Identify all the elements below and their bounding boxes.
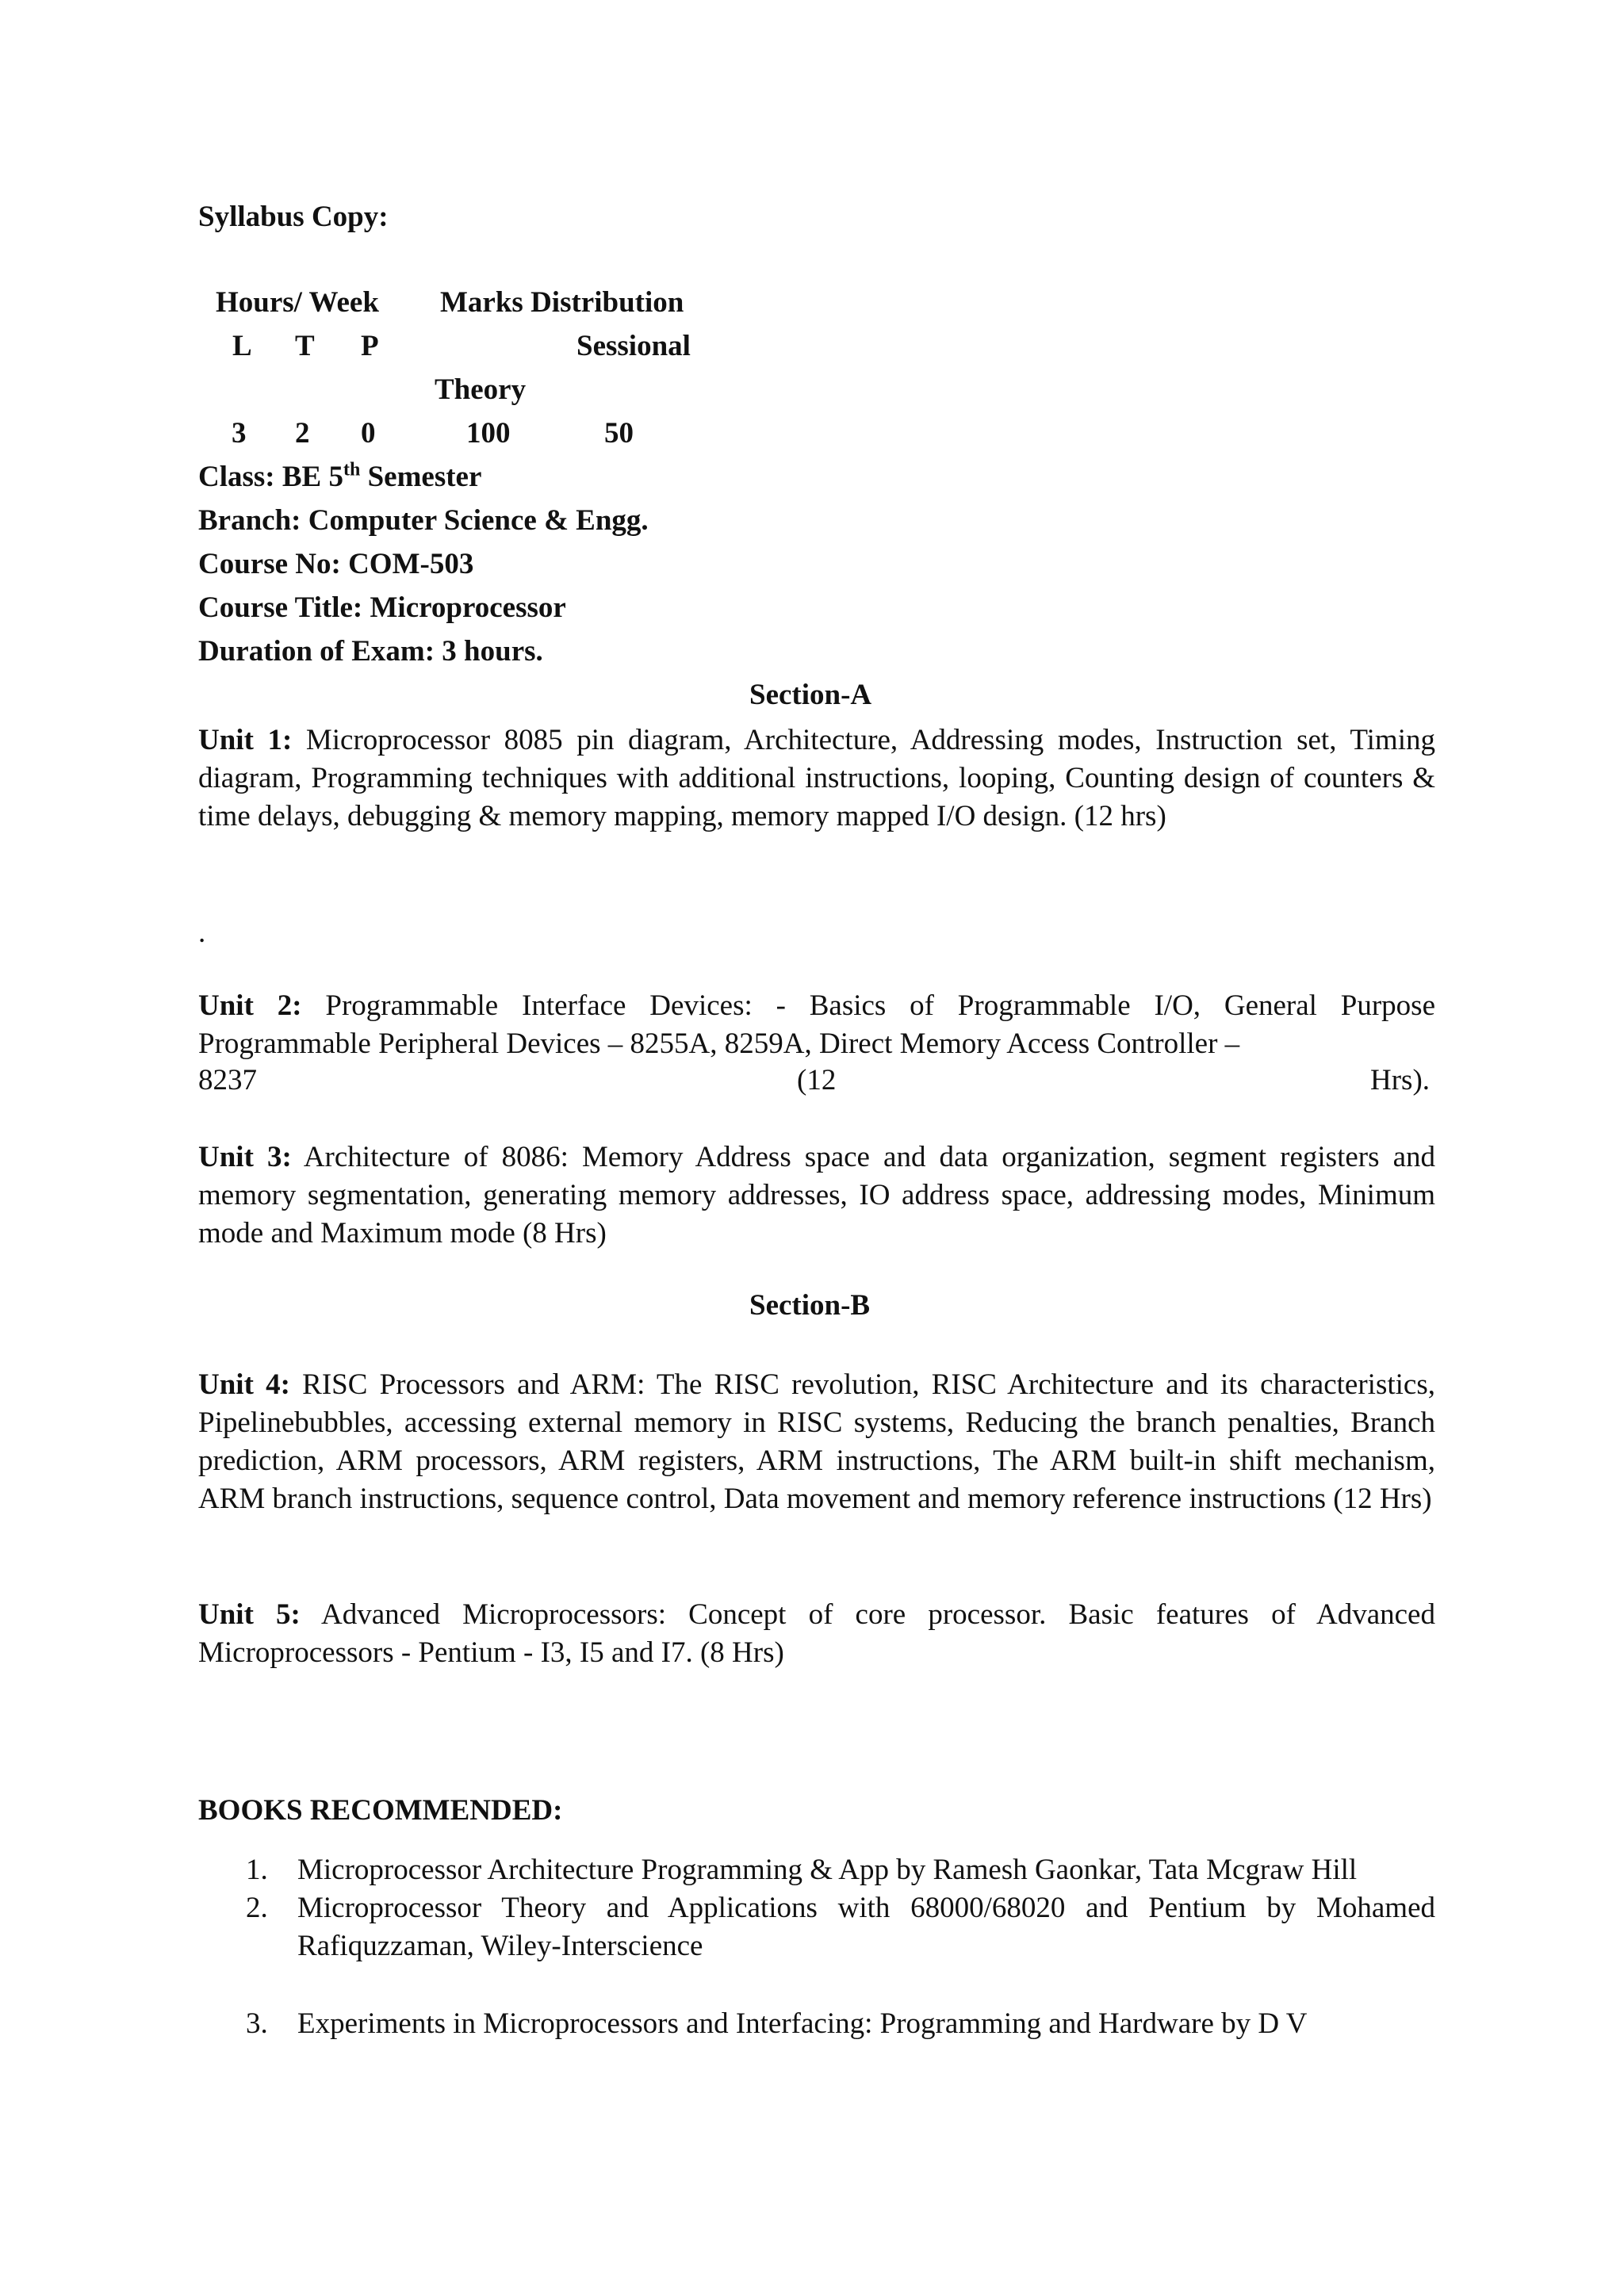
stray-dot: .: [198, 916, 206, 949]
unit-4-label: Unit 4:: [198, 1368, 290, 1401]
unit-3-label: Unit 3:: [198, 1141, 292, 1173]
duration-line: Duration of Exam: 3 hours.: [198, 635, 543, 668]
sessional-value: 50: [604, 417, 634, 450]
unit-2-label: Unit 2:: [198, 989, 302, 1022]
lecture-value: 3: [232, 417, 247, 450]
branch-line: Branch: Computer Science & Engg.: [198, 504, 649, 537]
unit-2-code: 8237: [198, 1064, 257, 1096]
unit-2-hours-open: (12: [797, 1064, 837, 1096]
theory-value: 100: [466, 417, 511, 450]
lecture-label: L: [232, 330, 252, 362]
unit-1: [198, 721, 1435, 836]
list-item: 2. Microprocessor Theory and Applications with 68000/68020 and Pentium by Mohamed Rafiquzzaman, Wiley-Interscience: [246, 1892, 1435, 1962]
unit-5-label: Unit 5:: [198, 1598, 301, 1631]
practical-label: P: [361, 330, 379, 362]
marks-distribution-heading: Marks Distribution: [440, 286, 684, 319]
document-title: Syllabus Copy:: [198, 201, 389, 233]
list-item: 1. Microprocessor Architecture Programming & App by Ramesh Gaonkar, Tata Mcgraw Hill: [246, 1854, 1358, 1886]
theory-label: Theory: [435, 373, 527, 406]
unit-2-hours-close: Hrs).: [1370, 1064, 1431, 1096]
tutorial-label: T: [295, 330, 315, 362]
section-b-heading: Section-B: [749, 1289, 871, 1322]
class-line: Class: BE 5th Semester: [198, 459, 482, 493]
unit-5: [198, 1596, 1435, 1672]
unit-5-text: Advanced Microprocessors: Concept of core processor. Basic features of Advanced Microprocessors - Pentium - I3, I5 and I7. (8 Hrs): [198, 1598, 1435, 1669]
hours-week-heading: Hours/ Week: [216, 286, 379, 319]
course-no-line: Course No: COM-503: [198, 548, 474, 580]
unit-1-label: Unit 1:: [198, 724, 293, 756]
sessional-label: Sessional: [576, 330, 691, 362]
practical-value: 0: [361, 417, 376, 450]
tutorial-value: 2: [295, 417, 310, 450]
unit-2: [198, 987, 1435, 1063]
unit-4: [198, 1366, 1435, 1518]
books-list: [198, 1851, 1435, 2043]
unit-2-text: Programmable Interface Devices: - Basics of Programmable I/O, General Purpose Programmable Peripheral Devices – 8255A, 8259A, Direct Memory Access Controller –: [198, 989, 1435, 1060]
course-title-line: Course Title: Microprocessor: [198, 591, 566, 624]
unit-3-text: Architecture of 8086: Memory Address space and data organization, segment registers and memory segmentation, generating memory addresses, IO address space, addressing modes, Minimum mode and Maximum mode (8 Hrs): [198, 1141, 1435, 1249]
unit-1-text: Microprocessor 8085 pin diagram, Architecture, Addressing modes, Instruction set, Timing diagram, Programming techniques with additional instructions, looping, Counting design of counters & time delays, debugging & memory mapping, memory mapped I/O design. (12 hrs): [198, 724, 1435, 832]
unit-4-text: RISC Processors and ARM: The RISC revolution, RISC Architecture and its characteristics, Pipelinebubbles, accessing external memory in RISC systems, Reducing the branch penalties, Branch prediction, ARM processors, ARM registers, ARM instructions, The ARM built-in shift mechanism, ARM branch instructions, sequence control, Data movement and memory reference instructions (12 Hrs): [198, 1368, 1435, 1515]
books-heading: BOOKS RECOMMENDED:: [198, 1794, 563, 1827]
unit-3: [198, 1138, 1435, 1253]
list-item: 3. Experiments in Microprocessors and Interfacing: Programming and Hardware by D V: [246, 2007, 1308, 2040]
section-a-heading: Section-A: [749, 679, 872, 711]
